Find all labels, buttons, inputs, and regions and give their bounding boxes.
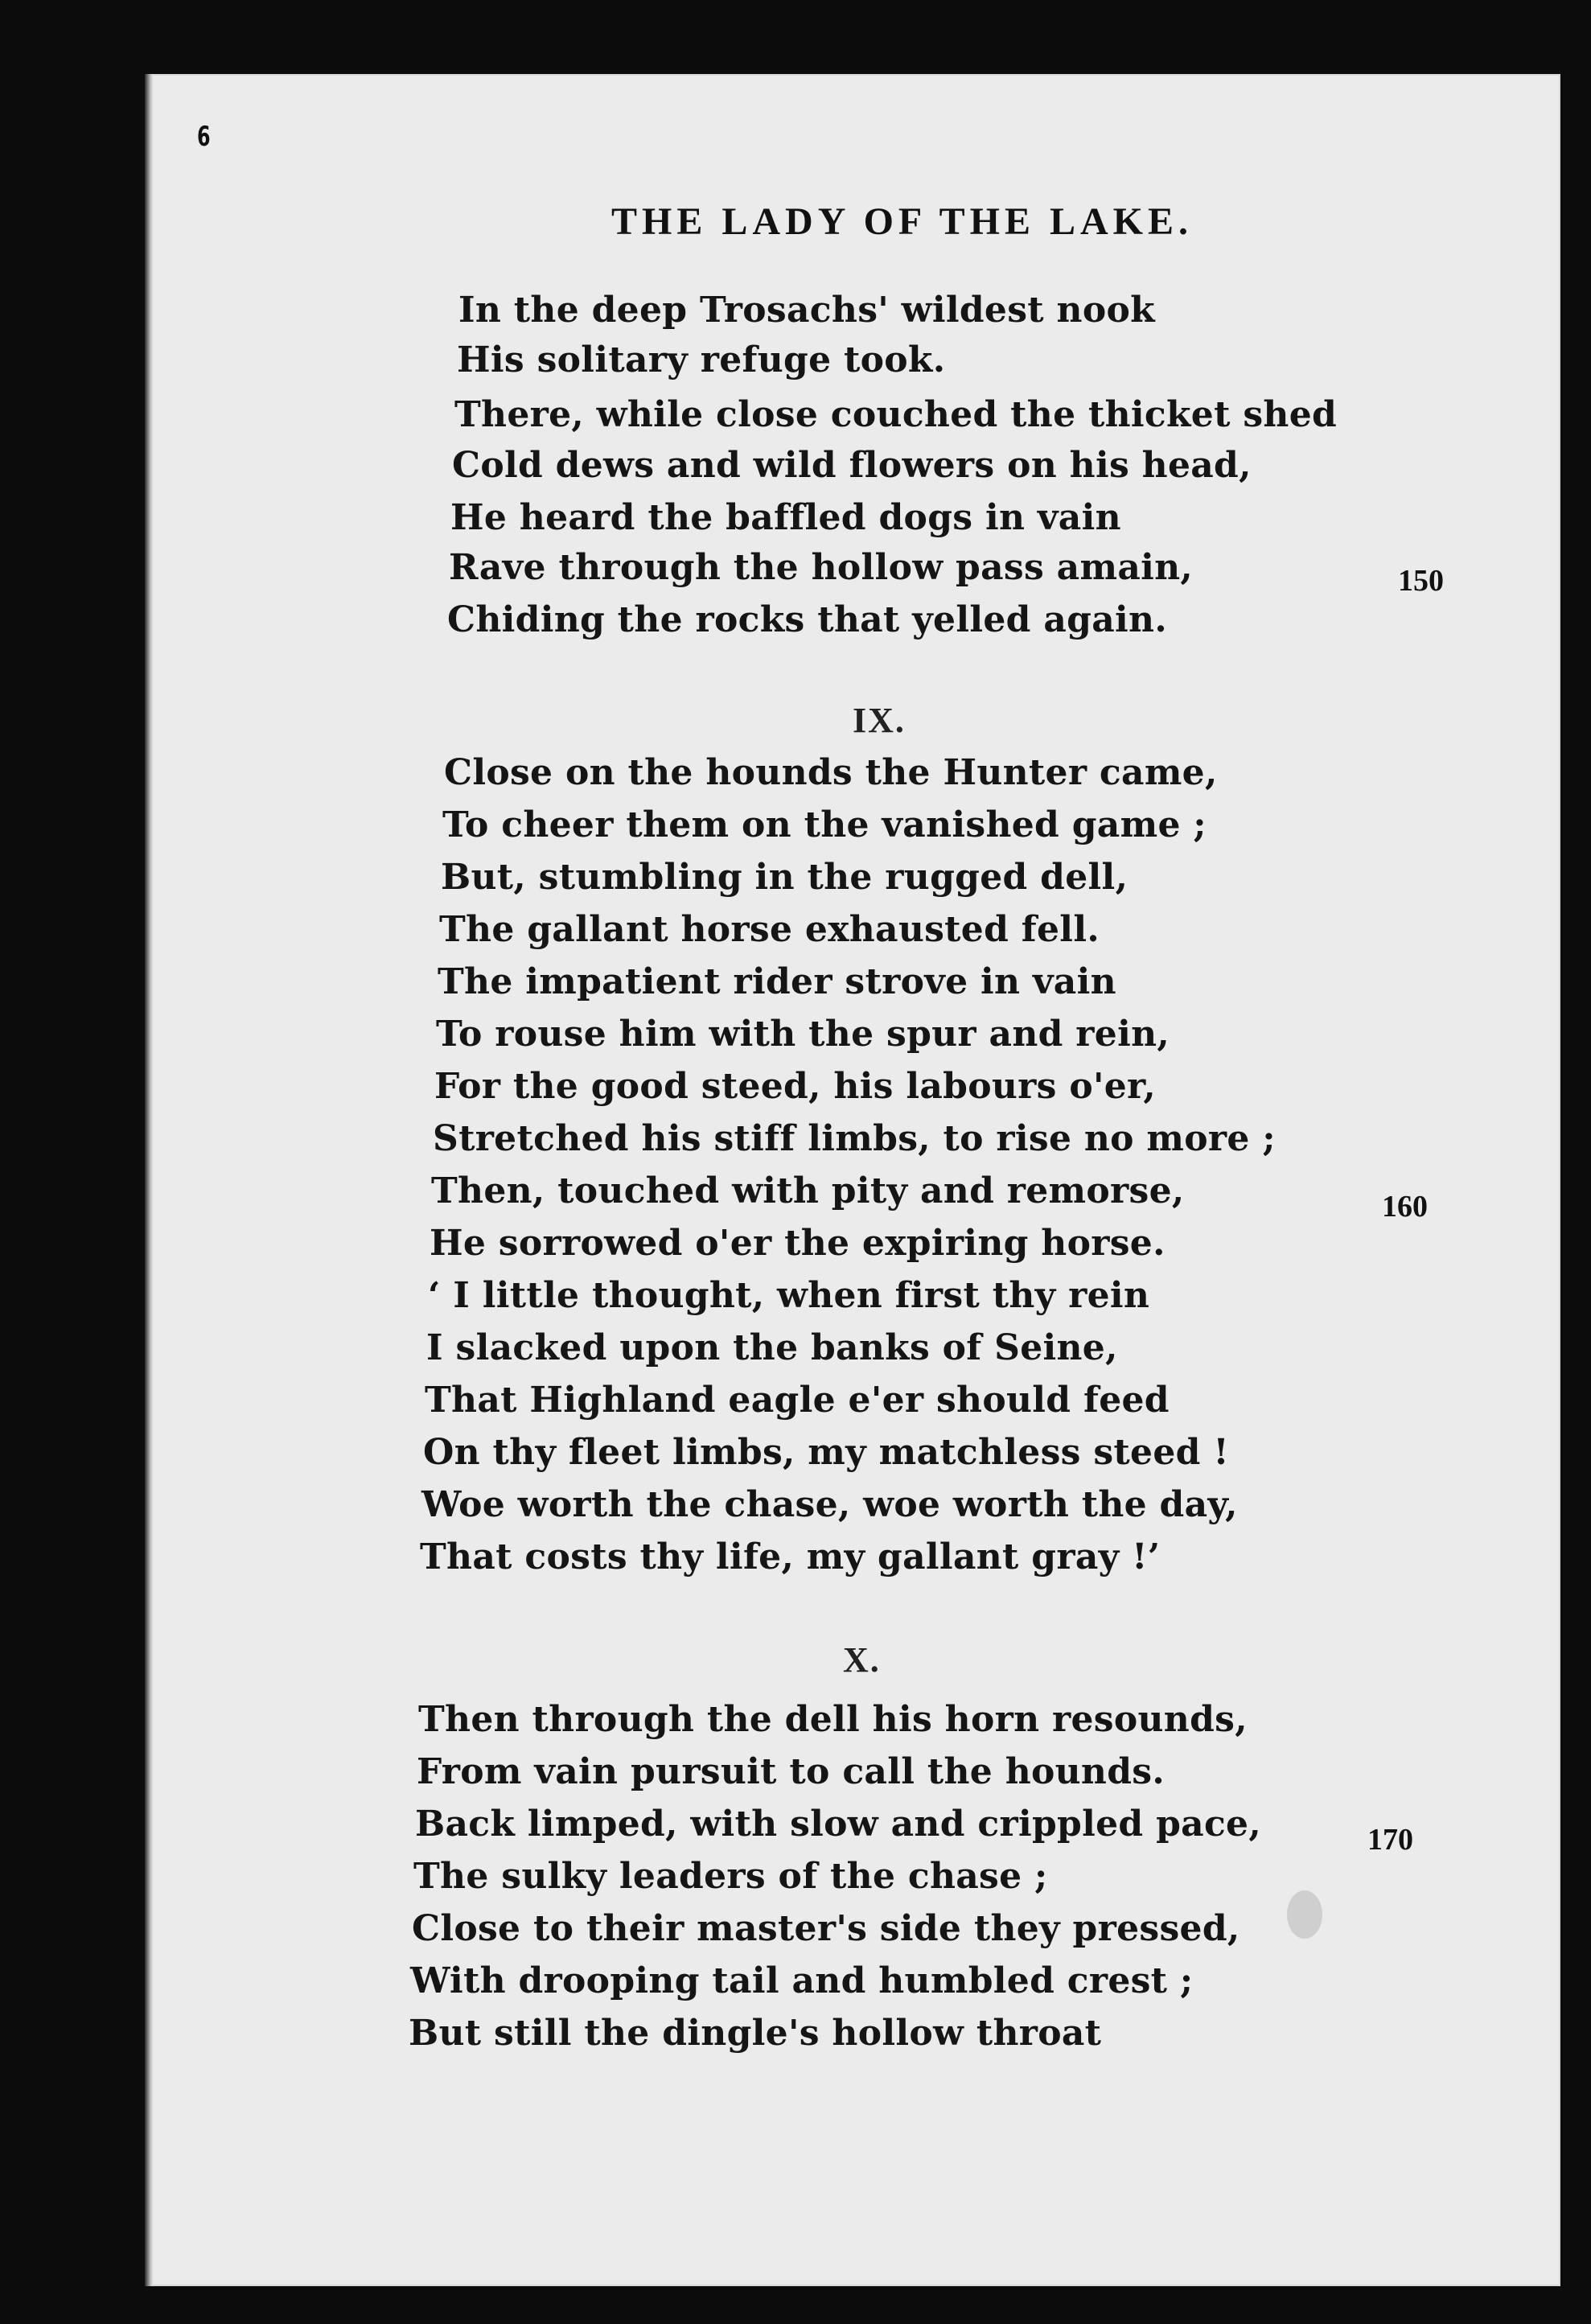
poem-line: He sorrowed o'er the expiring horse. [430, 1223, 1166, 1264]
poem-line: But, stumbling in the rugged dell, [441, 857, 1128, 898]
poem-line: That Highland eagle e'er should feed [425, 1380, 1170, 1421]
poem-line: His solitary refuge took. [457, 339, 946, 380]
poem-line: I slacked upon the banks of Seine, [426, 1327, 1118, 1368]
running-title: THE LADY OF THE LAKE. [611, 200, 1193, 243]
poem-line: Woe worth the chase, woe worth the day, [421, 1484, 1238, 1525]
poem-line: Then through the dell his horn resounds, [418, 1699, 1248, 1740]
paper-blemish [1287, 1890, 1322, 1939]
poem-line: That costs thy life, my gallant gray !’ [420, 1536, 1161, 1577]
poem-line: Rave through the hollow pass amain, [449, 547, 1194, 588]
poem-line: The impatient rider strove in vain [438, 961, 1116, 1002]
poem-line: For the good steed, his labours o'er, [434, 1066, 1156, 1107]
line-number-170: 170 [1367, 1823, 1413, 1857]
line-number-150: 150 [1398, 564, 1444, 598]
poem-line: Close on the hounds the Hunter came, [444, 752, 1218, 793]
poem-line: To rouse him with the spur and rein, [436, 1014, 1170, 1055]
poem-line: The gallant horse exhausted fell. [439, 909, 1100, 950]
poem-line: Chiding the rocks that yelled again. [447, 599, 1167, 640]
page-number: 6 [197, 121, 211, 153]
poem-line: From vain pursuit to call the hounds. [417, 1751, 1165, 1792]
poem-line: In the deep Trosachs' wildest nook [458, 290, 1155, 331]
poem-line: Cold dews and wild flowers on his head, [452, 445, 1252, 486]
poem-line: Then, touched with pity and remorse, [431, 1170, 1185, 1211]
poem-line: With drooping tail and humbled crest ; [410, 1960, 1194, 2001]
poem-line: Stretched his stiff limbs, to rise no more ; [433, 1118, 1276, 1159]
poem-line: He heard the baffled dogs in vain [450, 497, 1121, 538]
poem-line: The sulky leaders of the chase ; [413, 1856, 1048, 1897]
poem-line: Back limped, with slow and crippled pace, [415, 1804, 1261, 1845]
poem-line: But still the dingle's hollow throat [409, 2013, 1102, 2054]
poem-line: To cheer them on the vanished game ; [442, 804, 1207, 845]
stanza-numeral-x: X. [843, 1640, 881, 1680]
line-number-160: 160 [1382, 1190, 1428, 1224]
poem-line: There, while close couched the thicket shed [454, 394, 1338, 435]
stanza-numeral-ix: IX. [853, 701, 906, 740]
poem-line: On thy fleet limbs, my matchless steed ! [423, 1432, 1229, 1473]
poem-line: ‘ I little thought, when first thy rein [428, 1275, 1150, 1316]
poem-line: Close to their master's side they pressed, [412, 1908, 1240, 1949]
page-edge-shadow [145, 74, 153, 2286]
